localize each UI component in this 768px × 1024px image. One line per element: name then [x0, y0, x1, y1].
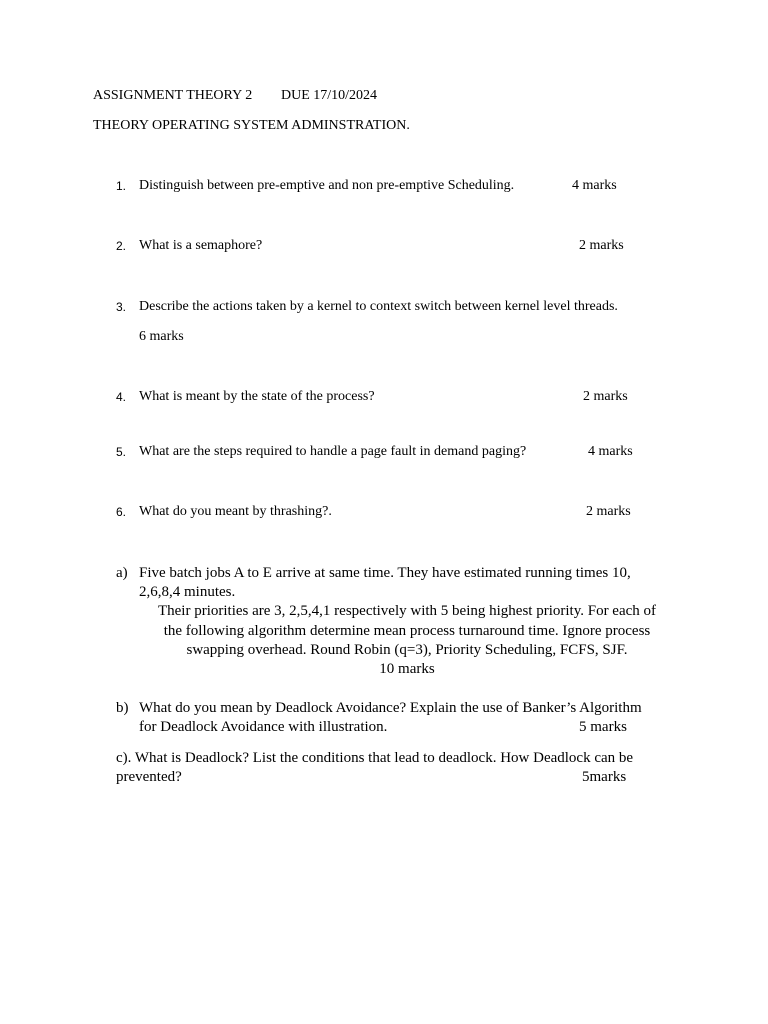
assignment-title: ASSIGNMENT THEORY 2	[93, 88, 253, 103]
sub-question-text: prevented?	[116, 769, 182, 785]
question-number: 6.	[116, 505, 127, 519]
question-number: 2.	[116, 239, 127, 253]
sub-question-marks: 5marks	[582, 769, 627, 785]
question-marks: 2 marks	[586, 504, 631, 519]
question-marks: 4 marks	[588, 444, 633, 459]
sub-question-text: What do you mean by Deadlock Avoidance? Explain the use of Banker’s Algorithm	[139, 700, 642, 716]
question-marks: 4 marks	[572, 178, 617, 193]
sub-question-marks: 10 marks	[379, 661, 435, 677]
sub-question-marks: 5 marks	[579, 719, 627, 735]
due-date: DUE 17/10/2024	[281, 88, 378, 103]
sub-question-label: b)	[116, 700, 129, 716]
question-text: What are the steps required to handle a page fault in demand paging?	[139, 444, 527, 459]
question-number: 1.	[116, 179, 127, 193]
sub-question-text: Five batch jobs A to E arrive at same time. They have estimated running times 10,	[139, 565, 631, 581]
sub-question-text: swapping overhead. Round Robin (q=3), Priority Scheduling, FCFS, SJF.	[186, 642, 628, 658]
question-number: 5.	[116, 445, 127, 459]
sub-question-text: 2,6,8,4 minutes.	[139, 584, 236, 600]
sub-question-text: c). What is Deadlock? List the conditions that lead to deadlock. How Deadlock can be	[116, 750, 634, 766]
question-marks: 2 marks	[579, 238, 624, 253]
question-text: What is a semaphore?	[139, 238, 263, 253]
question-text: Distinguish between pre-emptive and non pre-emptive Scheduling.	[139, 178, 515, 193]
question-text: Describe the actions taken by a kernel to context switch between kernel level threads.	[139, 299, 618, 314]
sub-question-text: for Deadlock Avoidance with illustration.	[139, 719, 388, 735]
sub-question-text: the following algorithm determine mean process turnaround time. Ignore process	[163, 623, 651, 639]
question-number: 4.	[116, 390, 127, 404]
sub-question-label: a)	[116, 565, 128, 581]
course-title: THEORY OPERATING SYSTEM ADMINSTRATION.	[93, 118, 410, 133]
question-text: What do you meant by thrashing?.	[139, 504, 332, 519]
question-marks: 6 marks	[139, 329, 184, 344]
question-number: 3.	[116, 300, 127, 314]
question-text: What is meant by the state of the process?	[139, 389, 375, 404]
question-marks: 2 marks	[583, 389, 628, 404]
sub-question-text: Their priorities are 3, 2,5,4,1 respectively with 5 being highest priority. For each of	[157, 603, 657, 619]
